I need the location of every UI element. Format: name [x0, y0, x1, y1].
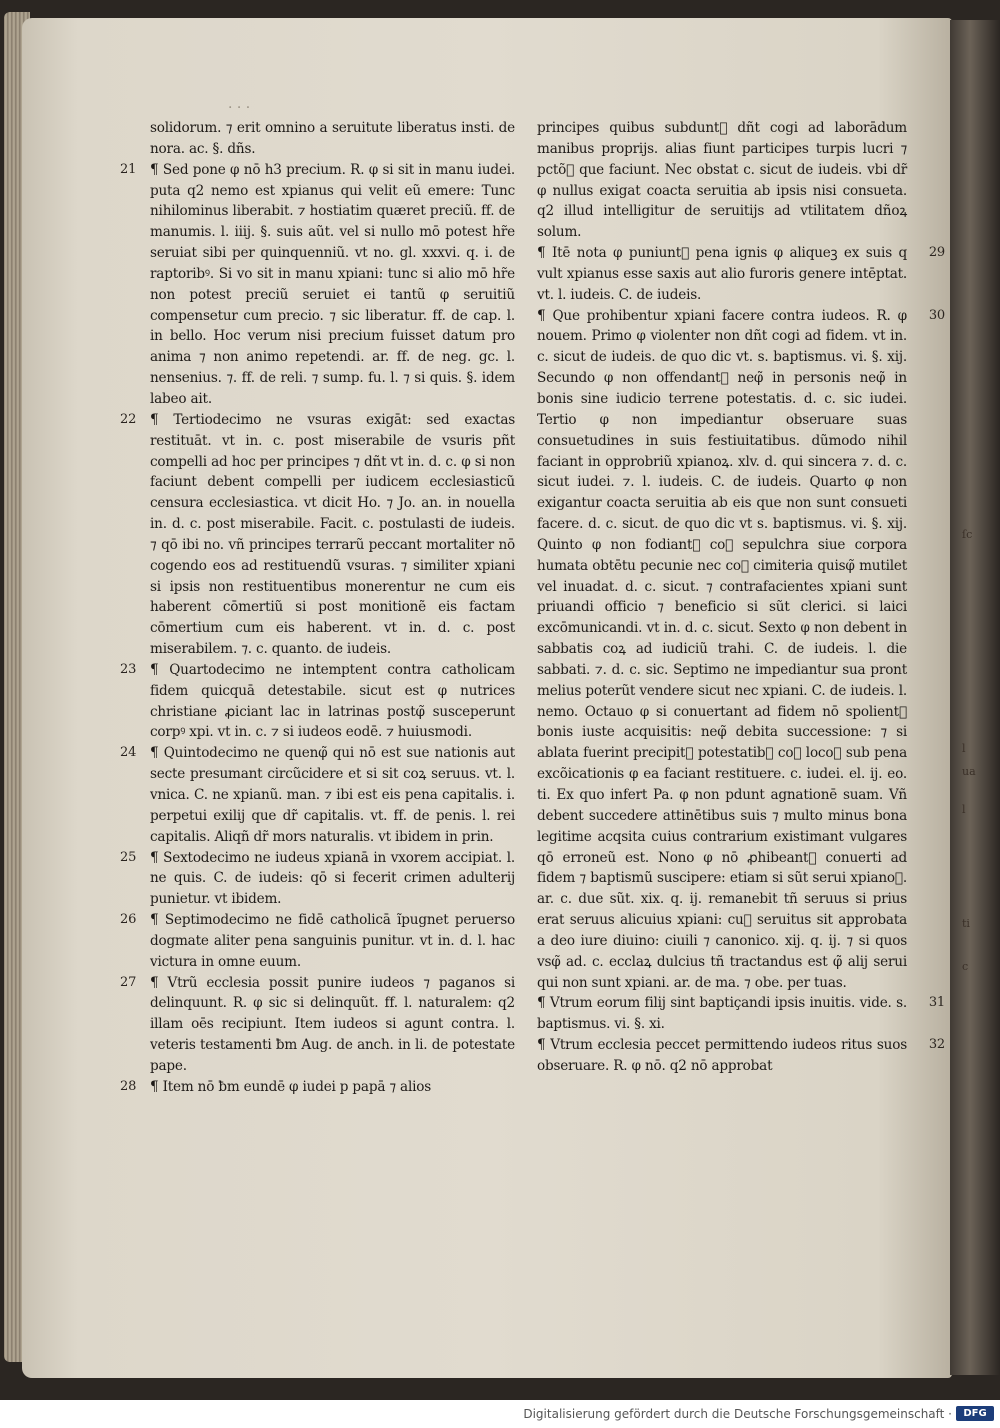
paragraph-text: ¶ Vtrum eorum filij sint baptiçandi ipsis inuitis. vide. s. baptismus. vi. §. xi.	[537, 995, 907, 1033]
paragraph-number: 28	[120, 1078, 137, 1094]
paragraph	[120, 743, 515, 847]
funding-credit: Digitalisierung gefördert durch die Deutsche Forschungsgemeinschaft ·	[523, 1407, 952, 1421]
paragraph	[537, 993, 945, 1035]
folio-mark: · · ·	[228, 100, 251, 116]
attribution-footer	[0, 1400, 1000, 1428]
paragraph-text: ¶ Sed pone φ nō h3 precium. R. φ si sit in manu iudei. puta q2 nemo est xpianus qui velit eũ emere: Tunc nihilominus liberabit. ⁊ hostiatim quæret preciũ. ff. de manumis. l. iiij. §. suis aũt. vel si nullo mō potest hr̃e seruiat sibi per quinquenniũ. vt no. gl. xxxvi. q. i. de raptoribꝰ. Si vo sit in manu xpiani: tunc si alio mō hr̃e non potest preciũ seruiet ei tantũ φ seruitiũ compensetur cum precio. ⁊ sic liberatur. ff. de cap. l. in bello. Hoc verum nisi precium fuisset datum pro anima ⁊ non animo repetendi. ar. ff. de neg. gc. l. nensenius. ⁊. ff. de reli. ⁊ sump. fu. l. ⁊ si quis. §. idem labeo ait.	[150, 161, 515, 407]
paragraph-text: ¶ Vtrũ ecclesia possit punire iudeos ⁊ paganos si delinquunt. R. φ sic si delinquũt. ff. l. naturalem: q2 illam oēs recipiunt. Item iudeos si agunt contra. l. veteris testamenti ƀm Aug. de anch. in li. de potestate pape.	[150, 974, 515, 1074]
paragraph-text: ¶ Que prohibentur xpiani facere contra iudeos. R. φ nouem. Primo φ violenter non dñt cogi ad fidem. vt in. c. sicut de iudeis. de quo dic vt. s. baptismus. vi. §. xij. Secundo φ non offendantᷣ neφ̃ in personis neφ̃ in bonis sine iudicio terrene potestatis. d. c. sic iudei. Tertio φ non impediantur obseruare suas consuetudines in suis festiuitatibus. dũmodo nihil faciant in opprobriũ xpianoꝝ. xlv. d. qui sincera ⁊. d. c. sicut iudei. ⁊. l. iudeis. C. de iudeis. Quarto φ non exigantur coacta seruitia ab eis que non sunt consueti facere. d. c. sicut. de quo dic vt s. baptismus. vi. §. xij. Quinto φ non fodiantᷣ coꝝ sepulchra siue corpora humata obtētu pecunie nec coꝝ cimiteria quisφ̃ mutilet vel inuadat. d. c. sicut. ⁊ contrafacientes xpiani sunt priuandi officio ⁊ beneficio si sũt clerici. si laici excōmunicandi. vt in. d. c. sicut. Sexto φ non debent in sabbatis coꝝ ad iudiciũ trahi. C. de iudeis. l. die sabbati. ⁊. d. c. sic. Septimo ne impediantur sua pront melius poterũt vendere sicut nec xpiani. C. de iudeis. l. nemo. Octauo φ si conuertant ad fidem nō spolientᷣ bonis iuste acquisitis: neφ̃ debita successione: ⁊ si ablata fuerint precipitᷣ potestatibꝰ coꝝ locoꝝ sub pena excõicationis φ ea faciant restituere. c. iudei. el. ij. eo. ti. Ex quo infert Pa. φ non pdunt agnationē suam. Vñ debent succedere attinētibus suis ⁊ multo minus bona legitime acqsita cuius contrarium existimant vulgares qō erroneũ est. Nono φ nō ꝓhibeantᷣ conuerti ad fidem ⁊ baptismũ suscipere: etiam si sũt serui xpianoꝝ. ar. c. due sũt. xix. q. ij. remanebit tñ seruus si prius erat seruus alicuius xpiani: cuꝫ seruitus sit approbata a deo iure diuino: ciuili ⁊ canonico. xij. q. ij. ⁊ si quos vsφ̃ ad. c. ecclaꝝ dulcius tñ tractandus est φ̃ alij serui qui non sunt xpiani. ar. de ma. ⁊ obe. per tuas.	[537, 307, 907, 991]
edge-fragment: l	[962, 803, 966, 816]
paragraph-text: ¶ Septimodecimo ne fidē catholicā ĩpugnet peruerso dogmate aliter pena sanguinis punitur. vt in. d. l. hac victura in omne euum.	[150, 912, 515, 970]
paragraph-number: 31	[928, 995, 945, 1011]
paragraph-number: 26	[120, 912, 137, 928]
paragraph-text: ¶ Tertiodecimo ne vsuras exigāt: sed exactas restituāt. vt in. c. post miserabile de vsuris pñt compelli ad hoc per principes ⁊ dñt vt in. d. c. φ si non faciunt debent compelli per iudicem ecclesiasticũ censura ecclesiastica. vt dicit Ho. ⁊ Jo. an. in nouella in. d. c. post miserabile. Facit. c. postulasti de iudeis. ⁊ qō ibi no. vñ principes terrarũ peccant mortaliter nō cogendo eos ad restituendũ vsuras. ⁊ similiter xpiani si ipsis non restituentibus monerentur ne cum eis haberent cōmertiũ si post monitionẽ eis factam cōmertium cum eis haberent. vt in. d. c. post miserabilem. ⁊. c. quanto. de iudeis.	[150, 411, 515, 658]
paragraph	[537, 306, 945, 994]
paragraph-text: ¶ Quintodecimo ne quenφ̃ qui nō est sue nationis aut secte presumant circũcidere et si sit coꝝ seruus. vt. l. vnica. C. ne xpianũ. man. ⁊ ibi est eis pena capitalis. i. perpetui exilij que dr̃ capitalis. vt. ff. de penis. l. rei capitalis. Aliqñ dr̃ mors naturalis. vt ibidem in prin.	[150, 745, 515, 845]
paragraph-number: 29	[928, 245, 945, 261]
paragraph-number: 27	[120, 974, 137, 990]
edge-fragment: l	[962, 742, 966, 755]
paragraph	[537, 243, 945, 306]
edge-fragment: c	[962, 960, 969, 973]
paragraph-number: 21	[120, 161, 137, 177]
paragraph	[120, 973, 515, 1077]
paragraph	[537, 1035, 945, 1077]
edge-fragment: ua	[962, 765, 976, 778]
paragraph-text: ¶ Sextodecimo ne iudeus xpianā in vxorem accipiat. l. ne quis. C. de iudeis: qō si fecerit crimen adulterij punietur. vt ibidem.	[150, 849, 515, 908]
paragraph-text: principes quibus subduntᷣ dñt cogi ad laborādum manibus proprijs. alias fiunt participes turpis lucri ⁊ pctõꝝ que faciunt. Nec obstat c. sicut de iudeis. vbi dr̃ φ nullus exigat coacta seruitia ab ipsis nisi consueta. q2 illud intelligitur de seruitijs ad vtilitatem dñoꝝ solum.	[537, 120, 907, 241]
paragraph-number: 30	[928, 307, 945, 323]
edge-fragment: ti	[962, 917, 970, 930]
paragraph-text: ¶ Item nō ƀm eundē φ iudei p papā ⁊ alios	[150, 1078, 432, 1095]
right-text-column	[537, 118, 945, 1077]
edge-fragment: ſc	[962, 528, 973, 541]
paragraph	[120, 660, 515, 743]
paragraph	[120, 160, 515, 410]
paragraph	[537, 118, 907, 243]
paragraph-number: 32	[928, 1037, 945, 1053]
paragraph-text: ¶ Vtrum ecclesia peccet permittendo iudeos ritus suos obseruare. R. φ nō. q2 nō approbat	[537, 1037, 907, 1074]
paragraph	[120, 848, 515, 911]
dfg-logo[interactable]: DFG	[956, 1406, 994, 1421]
paragraph	[150, 118, 515, 160]
paragraph-number: 23	[120, 661, 137, 677]
paragraph-number: 25	[120, 849, 137, 865]
paragraph-text: ¶ Itē nota φ puniuntᷣ pena ignis φ aliqueꝫ ex suis q vult xpianus esse saxis aut alio furoris genere intēptat. vt. l. iudeis. C. de iudeis.	[537, 245, 907, 303]
facing-page-edge	[950, 20, 1000, 1375]
paragraph-text: ¶ Quartodecimo ne intemptent contra catholicam fidem quicquā detestabile. sicut est φ nutrices christiane ꝓiciant lac in latrinas postφ̃ susceperunt corpꝰ xpi. vt in. c. ⁊ si iudeos eodē. ⁊ huiusmodi.	[150, 661, 515, 741]
paragraph-number: 24	[120, 745, 137, 761]
paragraph	[120, 910, 515, 973]
paragraph	[120, 410, 515, 660]
paragraph-number: 22	[120, 411, 137, 427]
paragraph-text: solidorum. ⁊ erit omnino a seruitute liberatus insti. de nora. ac. §. dñs.	[150, 120, 515, 157]
paragraph	[120, 1077, 515, 1098]
left-text-column	[120, 118, 515, 1098]
